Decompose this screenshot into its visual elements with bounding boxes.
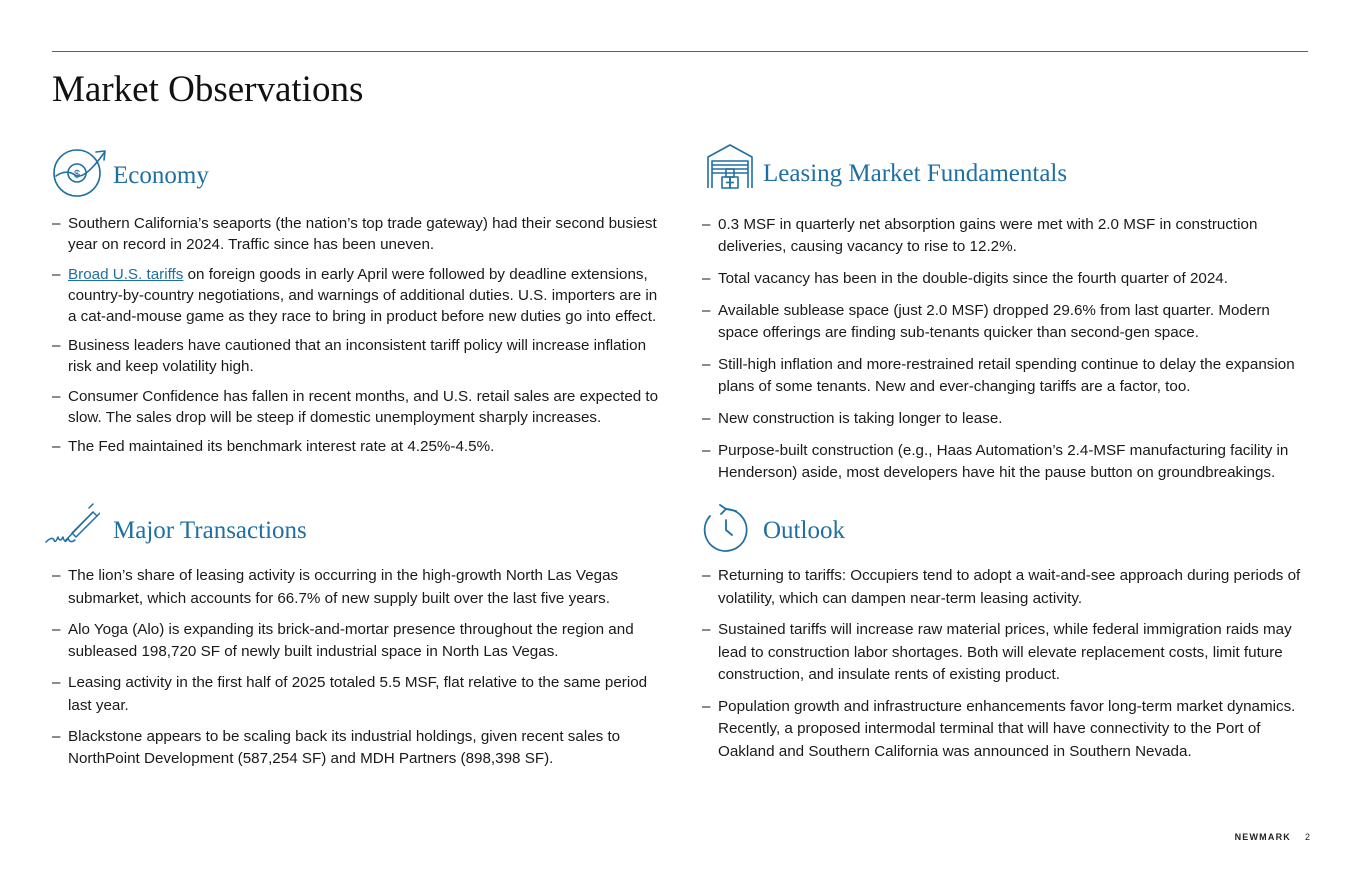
transactions-item: – Blackstone appears to be scaling back its industrial holdings, given recent sales to NorthPoint Development (587,254 SF) and MDH Partners (898,398 SF). xyxy=(52,726,662,771)
outlook-item: – Sustained tariffs will increase raw material prices, while federal immigration raids may lead to construction labor shortages. Both will elevate replacement costs, limit future construction, and insulate rents of existing product. xyxy=(702,619,1312,687)
leasing-item: – Still-high inflation and more-restrained retail spending continue to delay the expansion plans of some tenants. New and ever-changing tariffs are a factor, too. xyxy=(702,354,1312,398)
economy-title: Economy xyxy=(113,162,209,189)
outlook-item: – Population growth and infrastructure enhancements favor long-term market dynamics. Recently, a proposed intermodal terminal that will have connectivity to the Port of Oakland and Southern California was announced in Southern Nevada. xyxy=(702,696,1312,764)
transactions-item: – The lion’s share of leasing activity is occurring in the high-growth North Las Vegas submarket, which accounts for 66.7% of new supply built over the last five years. xyxy=(52,565,662,610)
economy-item: – Southern California’s seaports (the nation’s top trade gateway) had their second busiest year on record in 2024. Traffic since has been uneven. xyxy=(52,213,662,255)
economy-list xyxy=(52,213,662,457)
outlook-section xyxy=(702,500,1312,772)
page-footer xyxy=(1235,832,1310,842)
transactions-section xyxy=(52,500,662,779)
leasing-item: – 0.3 MSF in quarterly net absorption gains were met with 2.0 MSF in construction deliveries, causing vacancy to rise to 12.2%. xyxy=(702,214,1312,258)
leasing-item: – New construction is taking longer to lease. xyxy=(702,408,1312,430)
outlook-header xyxy=(702,500,1312,560)
page-number: 2 xyxy=(1304,832,1310,842)
transactions-title: Major Transactions xyxy=(113,517,307,544)
economy-section xyxy=(52,145,662,466)
transactions-item: – Leasing activity in the first half of 2025 totaled 5.5 MSF, flat relative to the same period last year. xyxy=(52,672,662,717)
economy-item: – Consumer Confidence has fallen in recent months, and U.S. retail sales are expected to slow. The sales drop will be steep if domestic unemployment sharply increases. xyxy=(52,386,662,428)
transactions-header xyxy=(52,500,662,560)
outlook-title: Outlook xyxy=(763,517,845,544)
leasing-header xyxy=(702,143,1312,203)
signature-pen-icon xyxy=(44,500,100,556)
outlook-list xyxy=(702,565,1312,763)
dollar-growth-icon xyxy=(52,145,108,201)
clock-arrow-icon xyxy=(698,500,754,556)
economy-item xyxy=(52,264,662,327)
leasing-section xyxy=(702,143,1312,494)
leasing-item: – Available sublease space (just 2.0 MSF) dropped 29.6% from last quarter. Modern space offerings are finding sub-tenants quicker than second-gen space. xyxy=(702,300,1312,344)
economy-item-text: on foreign goods in early April were followed by deadline extensions, country-by-country negotiations, and warnings of additional duties. U.S. importers are in a cat-and-mouse game as they race to bring in product before new duties go into effect. xyxy=(68,265,658,325)
top-divider xyxy=(52,51,1308,52)
leasing-item: – Purpose-built construction (e.g., Haas Automation’s 2.4-MSF manufacturing facility in Henderson) aside, most developers have hit the pause button on groundbreakings. xyxy=(702,440,1312,484)
svg-text:$: $ xyxy=(73,168,81,181)
tariffs-link[interactable]: Broad U.S. tariffs xyxy=(68,265,184,283)
footer-brand: NEWMARK xyxy=(1234,832,1291,842)
warehouse-icon xyxy=(702,143,758,199)
transactions-item: – Alo Yoga (Alo) is expanding its brick-and-mortar presence throughout the region and subleased 198,720 SF of newly built industrial space in North Las Vegas. xyxy=(52,619,662,664)
page-title: Market Observations xyxy=(52,69,364,110)
economy-item: – Business leaders have cautioned that an inconsistent tariff policy will increase inflation risk and keep volatility high. xyxy=(52,335,662,377)
leasing-item: – Total vacancy has been in the double-digits since the fourth quarter of 2024. xyxy=(702,268,1312,290)
transactions-list xyxy=(52,565,662,771)
economy-item: – The Fed maintained its benchmark interest rate at 4.25%-4.5%. xyxy=(52,436,662,457)
outlook-item: – Returning to tariffs: Occupiers tend to adopt a wait-and-see approach during periods of volatility, which can dampen near-term leasing activity. xyxy=(702,565,1312,610)
leasing-title: Leasing Market Fundamentals xyxy=(763,160,1068,187)
leasing-list xyxy=(702,214,1312,484)
economy-header xyxy=(52,145,662,205)
